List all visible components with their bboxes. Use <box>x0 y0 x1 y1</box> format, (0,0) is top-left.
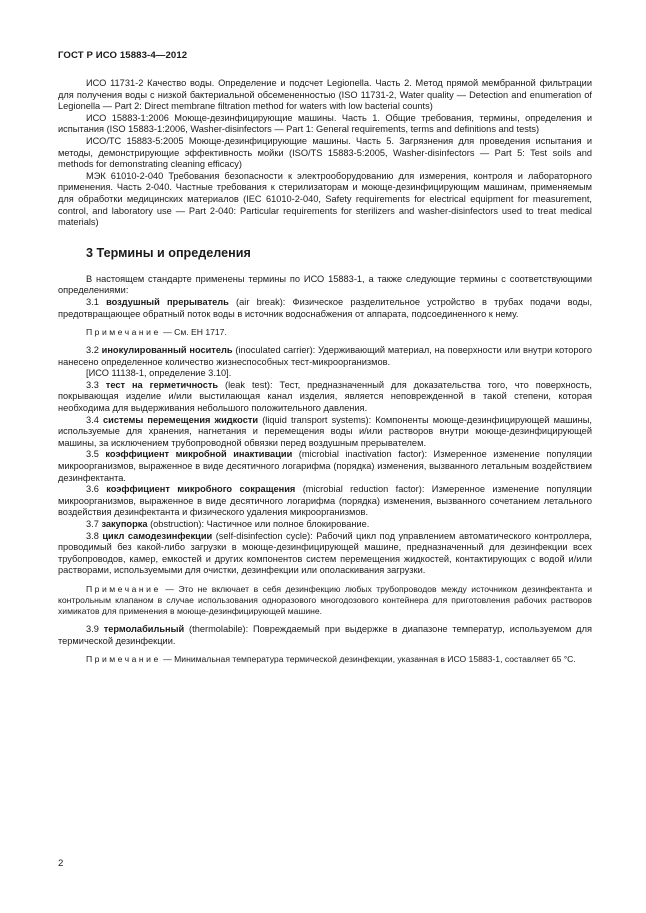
reference-iso-11731-2: ИСО 11731-2 Качество воды. Определение и подсчет Legionella. Часть 2. Метод прямой мембранной фильтрации для получения воды с низкой бактериальной обсемененностью (ISO 11731-2, Water quality — Detection and enumeration of Legionella — Part 2: Direct membrane filtration method for waters with low bacterial counts) <box>58 78 592 112</box>
term-number: 3.7 <box>86 519 102 529</box>
term-number: 3.9 <box>86 623 104 634</box>
note-text: — Это не включает в себя дезинфекцию любых трубопроводов между источником дезинфектанта и контрольным клапаном в случае использования одноразового многодозового контейнера для приготовления рабочих растворов химикатов для применения в моюще-дезинфицирующей машине. <box>58 583 592 616</box>
section-intro: В настоящем стандарте применены термины по ИСО 15883-1, а также следующие термины с соответствующими определениями: <box>58 273 592 296</box>
note-label: Примечание <box>86 583 161 594</box>
term-3-1 <box>58 297 592 320</box>
page-content <box>58 78 592 672</box>
term-number: 3.6 <box>86 484 107 495</box>
term-number: 3.1 <box>86 296 107 307</box>
term-name: цикл самодезинфекции <box>102 530 213 541</box>
term-name: инокулированный носитель <box>101 345 233 356</box>
term-3-6 <box>58 484 592 519</box>
reference-iso-ts-15883-5: ИСО/ТС 15883-5:2005 Моюще-дезинфицирующие машины. Часть 5. Загрязнения для проведения испытания и методы, демонстрирующие эффективность мойки (ISO/TS 15883-5:2005, Washer-disinfectors — Part 5: Test soils and methods for demonstrating cleaning efficacy) <box>58 135 592 170</box>
term-definition: (liquid transport systems): Компоненты моюще-дезинфицирующей машины, используемые для хранения, нагнетания и перемещения воды и/или растворов внутри моюще-дезинфицирующей машины, за исключением трубопроводной обвязки перед воздушным прерывателем. <box>58 414 592 448</box>
term-number: 3.3 <box>86 379 106 390</box>
term-3-9 <box>58 624 592 647</box>
term-definition: (self-disinfection cycle): Рабочий цикл под управлением автоматического контроллера, проводимый без какой-либо загрузки в моюще-дезинфицирующей машине, предназначенный для дезинфекции всех трубопроводов, камер, емкостей и других компонентов систем перемещения жидкостей, контактирующих с водой и/или растворами, используемыми для очистки, дезинфекции или ополаскивания загрузки. <box>58 530 592 576</box>
term-3-3 <box>58 380 592 415</box>
document-header: ГОСТ Р ИСО 15883-4—2012 <box>58 50 188 61</box>
term-definition: (obstruction): Частичное или полное блокирование. <box>147 519 370 529</box>
term-name: коэффициент микробной инактивации <box>105 449 293 460</box>
note-3-9 <box>58 654 592 665</box>
term-3-4 <box>58 415 592 450</box>
term-definition: (air break): Физическое разделительное устройство в трубах подачи воды, предотвращающее обратный поток воды в источник водоснабжения от аппарата, подсоединенного к нему. <box>58 296 593 319</box>
term-3-2 <box>58 345 592 368</box>
note-3-1 <box>58 327 592 338</box>
term-number: 3.2 <box>86 345 102 356</box>
term-definition: (leak test): Тест, предназначенный для доказательства того, что поверхность, покрывающая изделие и/или выстилающая канал изделия, является неповрежденной в такой степени, которая необходима для выдерживания небольшого положительного давления. <box>58 379 593 414</box>
term-3-5 <box>58 449 592 484</box>
note-3-8 <box>58 584 592 617</box>
term-name: воздушный прерыватель <box>106 296 229 307</box>
note-text: — Минимальная температура термической дезинфекции, указанная в ИСО 15883-1, составляет 65 °С. <box>160 654 576 665</box>
term-definition: (microbial reduction factor): Измеренное изменение популяции микроорганизмов, выраженное в виде десятичного логарифма (порядка) изменения, вызванного сочетанием летального воздействия дезинфектанта и физического удаления микроорганизмов. <box>58 484 592 518</box>
term-number: 3.8 <box>86 530 103 541</box>
term-definition: (thermolabile): Повреждаемый при выдержке в диапазоне температур, используемом для термической дезинфекции. <box>58 623 592 646</box>
term-name: термолабильный <box>103 623 185 634</box>
term-number: 3.4 <box>86 414 103 425</box>
term-definition: (inoculated carrier): Удерживающий материал, на поверхности или внутри которого нанесено определенное количество жизнеспособных тест-микроорганизмов. <box>58 345 592 367</box>
section-title: 3 Термины и определения <box>86 245 251 260</box>
reference-iec-61010-2-040: МЭК 61010-2-040 Требования безопасности к электрооборудованию для измерения, контроля и лабораторного применения. Часть 2-040. Частные требования к стерилизаторам и моюще-дезинфицирующим машинам, применяемым для обработки медицинских материалов (IEC 61010-2-040, Safety requirements for electrical equipment for measurement, control, and laboratory use — Part 2-040: Particular requirements for sterilizers and washer-disinfectors used to treat medical materials) <box>58 170 592 228</box>
term-3-2-source: [ИСО 11138-1, определение 3.10]. <box>86 368 232 379</box>
term-3-7 <box>58 519 592 531</box>
term-name: коэффициент микробного сокращения <box>106 484 296 495</box>
note-label: Примечание <box>86 654 161 665</box>
note-text: — См. ЕН 1717. <box>160 327 227 338</box>
term-name: системы перемещения жидкости <box>103 414 259 425</box>
term-3-8 <box>58 531 592 577</box>
note-label: Примечание <box>86 327 161 338</box>
term-definition: (microbial inactivation factor): Измеренное изменение популяции микроорганизмов, выраженное в виде десятичного логарифма (порядка) изменения, вызванного летальным воздействием дезинфектанта. <box>58 449 593 483</box>
reference-iso-15883-1: ИСО 15883-1:2006 Моюще-дезинфицирующие машины. Часть 1. Общие требования, термины, определения и испытания (ISO 15883-1:2006, Washer-disinfectors — Part 1: General requirements, terms and definitions and tests) <box>58 112 592 135</box>
term-number: 3.5 <box>86 449 106 460</box>
term-name: закупорка <box>101 519 148 529</box>
page-number: 2 <box>58 858 64 869</box>
term-name: тест на герметичность <box>105 379 219 390</box>
